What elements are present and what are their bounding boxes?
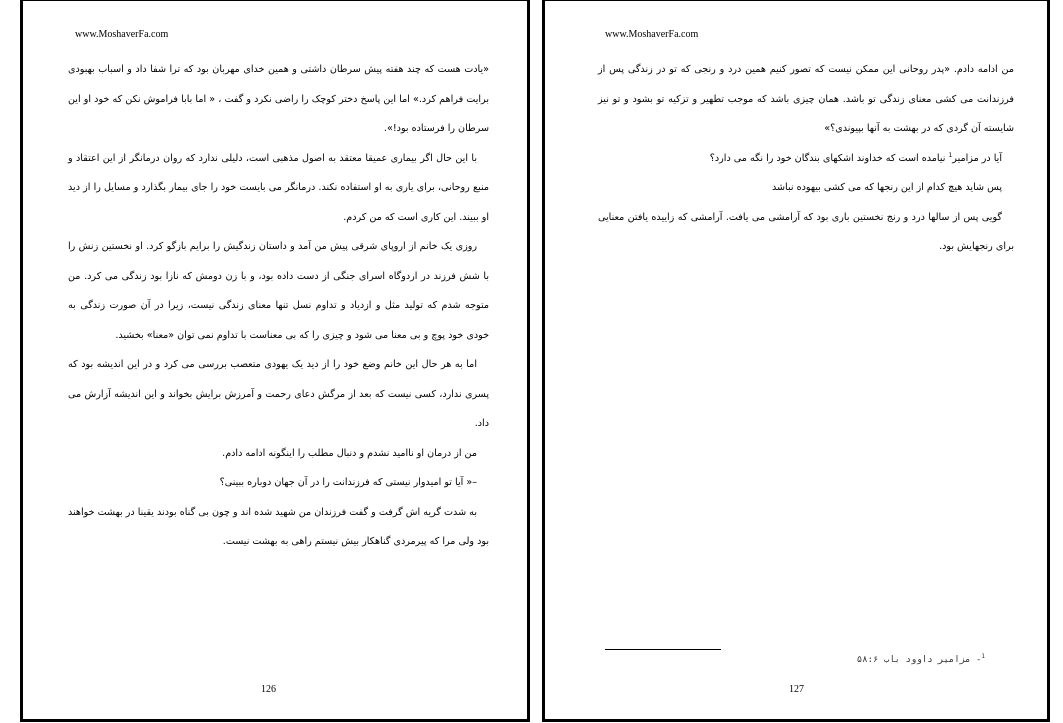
paragraph-text-start: آیا در مزامیر — [952, 152, 1002, 164]
site-url: www.MoshaverFa.com — [605, 29, 699, 40]
paragraph: من ادامه دادم. «پدر روحانی این ممکن نیست که تصور کنیم همین درد و رنجی که تو در زندگی پس از فرزندانت می کشی معنای زندگی تو باشد. همان چیزی باشد که موجب تطهیر و تزکیه تو بشود و تو نیز شایسته آن گردی که در بهشت به آنها بپیوندی؟» — [598, 64, 1014, 134]
page-127 — [542, 0, 1050, 722]
paragraph: روزی یک خانم از اروپای شرقی پیش من آمد و داستان زندگیش را برایم بازگو کرد. او نخستین زنش را با شش فرزند در اردوگاه اسرای جنگی از دست داده بود، و با زن دومش که نازا بود زندگی می کرد. من متوجه شدم که تولید مثل و ازدیاد و تداوم نسل تنها معنای زندگی نیست، زیرا در آن صورت زندگی به خودی خود پوچ و بی معنا می شود و چیزی را که بی معناست با تداوم نمی توان «معنا» بخشید. — [68, 241, 489, 341]
page-number: 127 — [789, 684, 804, 695]
page-126 — [20, 0, 530, 722]
footnote — [845, 653, 985, 665]
page-number: 126 — [261, 684, 276, 695]
paragraph-with-footnote — [598, 144, 1014, 174]
paragraph-text-end: نیامده است که خداوند اشکهای بندگان خود را نگه می دارد؟ — [709, 152, 949, 164]
paragraph: «یادت هست که چند هفته پیش سرطان داشتی و همین خدای مهربان بود که ترا شفا داد و اسباب بهبودی برایت فراهم کرد.» اما این پاسخ دختر کوچک را راضی نکرد و گفت ، « اما بابا فراموش نکن که خود او این سرطان را فرستاده بود!». — [68, 64, 489, 134]
page-body — [598, 55, 1014, 262]
paragraph: –« آیا تو امیدوار نیستی که فرزندانت را در آن جهان دوباره ببینی؟ — [219, 477, 477, 488]
footnote-text: - مزامیر داوود باب ۵۸:۶ — [856, 655, 982, 665]
paragraph: پس شاید هیچ کدام از این رنجها که می کشی بیهوده نباشد — [771, 182, 1002, 193]
page-body — [68, 55, 489, 557]
paragraph: من از درمان او ناامید نشدم و دنبال مطلب را اینگونه ادامه دادم. — [222, 447, 477, 459]
footnote-marker[interactable]: 1 — [948, 151, 953, 159]
paragraph: به شدت گریه اش گرفت و گفت فرزندان من شهید شده اند و چون بی گناه بودند یقینا در بهشت خواهند بود ولی مرا که پیرمردی گناهکار بیش نیستم راهی به بهشت نیست. — [68, 506, 489, 547]
footnote-divider — [605, 649, 721, 650]
site-url: www.MoshaverFa.com — [75, 29, 169, 40]
footnote-number: 1 — [981, 653, 985, 660]
paragraph: گویی پس از سالها درد و رنج نخستین باری بود که آرامشی می یافت. آرامشی که زاییده یافتن معنایی برای رنجهایش بود. — [598, 211, 1014, 252]
paragraph: اما به هر حال این خانم وضع خود را از دید یک یهودی متعصب بررسی می کرد و در این اندیشه بود که پسری ندارد، کسی نیست که بعد از مرگش دعای رحمت و آمرزش برایش بخواند و این اندیشه آزارش می داد. — [68, 359, 489, 429]
paragraph: با این حال اگر بیماری عمیقا معتقد به اصول مذهبی است، دلیلی ندارد که روان درمانگر از این اعتقاد و منبع روحانی، برای یاری به او استفاده نکند. درمانگر می بایست خود را جای بیمار بگذارد و مسایل را از دید او ببیند. این کاری است که من کردم. — [68, 152, 489, 223]
